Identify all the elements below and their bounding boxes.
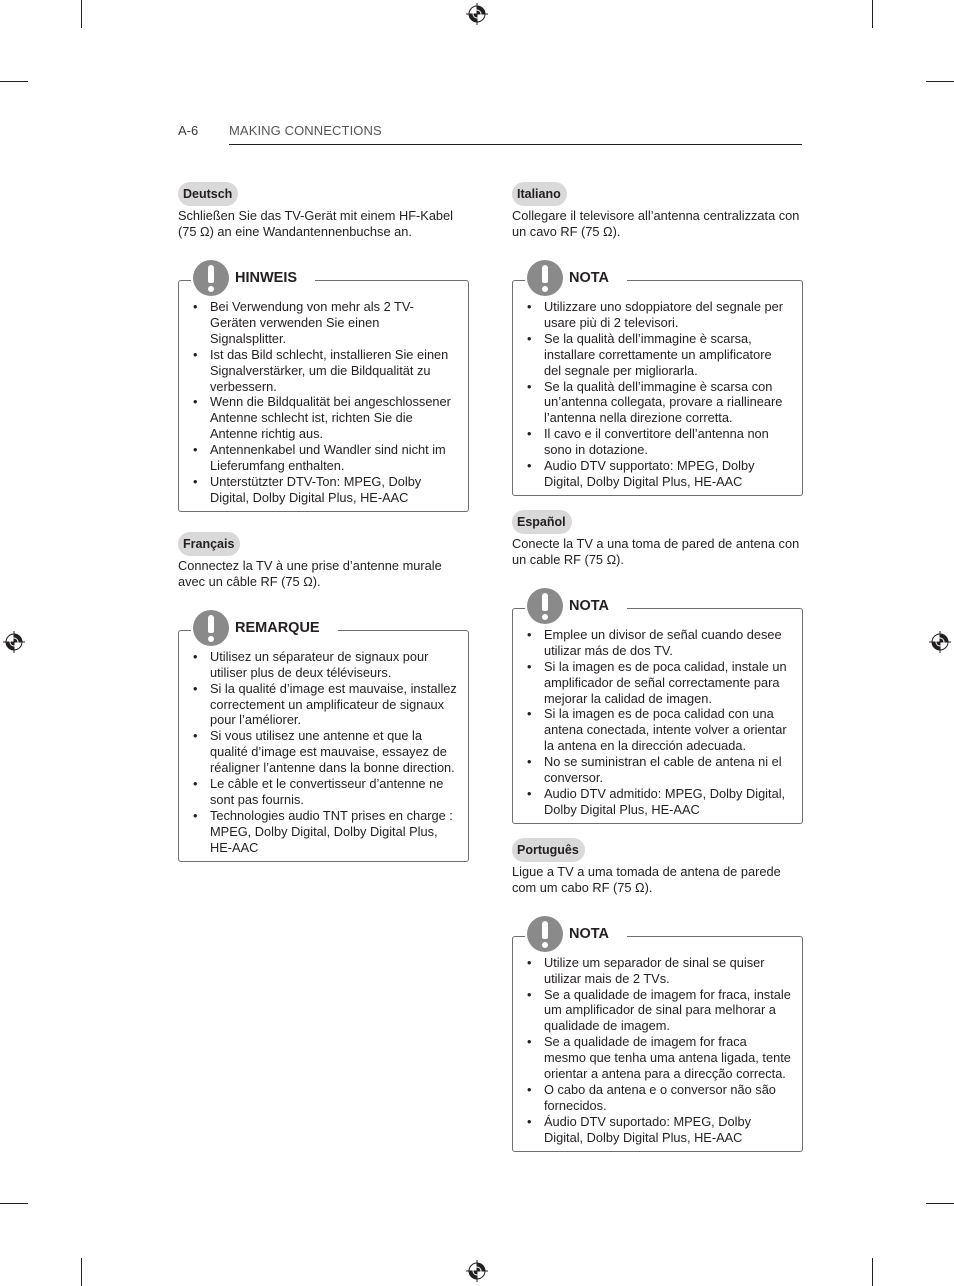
list-item: • Áudio DTV suportado: MPEG, Dolby Digital, Dolby Digital Plus, HE-AAC [527,1114,792,1146]
list-item: • Si vous utilisez une antenne et que la qualité d’image est mauvaise, essayez de réaligner l’antenne dans la bonne direction. [193,728,458,776]
list-item: • Emplee un divisor de señal cuando desee utilizar más de dos TV. [527,627,792,659]
list-item: • Le câble et le convertisseur d’antenne ne sont pas fournis. [193,776,458,808]
registration-mark-icon [466,3,488,25]
exclamation-icon [527,588,563,624]
note-box [178,270,469,512]
exclamation-icon [193,610,229,646]
language-badge: Italiano [512,182,567,206]
note-box [512,597,803,824]
list-item: • Se a qualidade de imagem for fraca mesmo que tenha uma antena ligada, tente orientar a antena para a direcção correcta. [527,1034,792,1082]
list-item: • Unterstützter DTV-Ton: MPEG, Dolby Digital, Dolby Digital Plus, HE-AAC [193,474,458,506]
crop-mark [926,1203,954,1204]
registration-mark-icon [3,631,25,653]
list-item: • Si la imagen es de poca calidad, instale un amplificador de señal correctamente para mejorar la calidad de imagen. [527,659,792,707]
note-header [525,588,627,624]
intro-text: Schließen Sie das TV-Gerät mit einem HF-Kabel (75 Ω) an eine Wandantennenbuchse an. [178,208,454,239]
crop-mark [0,1203,28,1204]
note-box [512,270,803,496]
right-column [512,182,803,1152]
list-item: • Se a qualidade de imagem for fraca, instale um amplificador de sinal para melhorar a qualidade de imagem. [527,987,792,1035]
language-badge: Deutsch [178,182,238,206]
section-title: MAKING CONNECTIONS [229,123,382,138]
intro-text: Ligue a TV a uma tomada de antena de parede com um cabo RF (75 Ω). [512,863,781,895]
note-header [525,260,627,296]
note-header [191,610,338,646]
crop-mark [81,0,82,28]
list-item: • Utilize um separador de sinal se quiser utilizar mais de 2 TVs. [527,955,792,987]
list-item: • Ist das Bild schlecht, installieren Sie einen Signalverstärker, um die Bildqualität zu verbessern. [193,347,458,395]
crop-mark [81,1258,82,1286]
list-item: • No se suministran el cable de antena ni el conversor. [527,754,792,786]
list-item: • Technologies audio TNT prises en charge : MPEG, Dolby Digital, Dolby Digital Plus, HE-AAC [193,808,458,856]
list-item: • Il cavo e il convertitore dell’antenna non sono in dotazione. [527,426,792,458]
note-header [191,260,315,296]
list-item: • Audio DTV admitido: MPEG, Dolby Digital, Dolby Digital Plus, HE-AAC [527,786,792,818]
exclamation-icon [527,260,563,296]
list-item: • Si la imagen es de poca calidad con una antena conectada, intente volver a orientar la antena en la dirección adecuada. [527,706,792,754]
note-list [527,955,792,1146]
section-deutsch [178,182,469,512]
note-title: NOTA [569,597,610,614]
intro-text: Collegare il televisore all’antenna centralizzata con un cavo RF (75 Ω). [512,208,800,239]
language-badge: Français [178,532,240,556]
crop-mark [872,1258,873,1286]
note-header [525,916,627,952]
note-box [178,619,469,862]
list-item: • O cabo da antena e o conversor não são fornecidos. [527,1082,792,1114]
list-item: • Wenn die Bildqualität bei angeschlossener Antenne schlecht ist, richten Sie die Antenne richtig aus. [193,394,458,442]
note-list [193,299,458,506]
intro-text: Connectez la TV à une prise d’antenne murale avec un câble RF (75 Ω). [178,557,442,589]
note-title: NOTA [569,925,610,942]
note-list [527,299,792,490]
note-list [527,627,792,818]
page-number: A-6 [178,123,199,138]
left-column [178,182,469,862]
crop-mark [0,81,28,82]
list-item: • Audio DTV supportato: MPEG, Dolby Digital, Dolby Digital Plus, HE-AAC [527,458,792,490]
section-portugues [512,838,803,1152]
exclamation-icon [193,260,229,296]
list-item: • Utilisez un séparateur de signaux pour utiliser plus de deux téléviseurs. [193,649,458,681]
note-box [512,925,803,1152]
section-italiano [512,182,803,496]
note-title: REMARQUE [235,619,320,636]
list-item: • Se la qualità dell’immagine è scarsa, installare correttamente un amplificatore del segnale per migliorarla. [527,331,792,379]
note-title: NOTA [569,270,610,286]
list-item: • Se la qualità dell’immagine è scarsa con un’antenna collegata, provare a riallineare l’antenna nella direzione corretta. [527,379,792,427]
note-title: HINWEIS [235,270,298,286]
list-item: • Si la qualité d’image est mauvaise, installez correctement un amplificateur de signaux pour l’améliorer. [193,681,458,729]
header-rule [229,144,802,145]
crop-mark [926,81,954,82]
list-item: • Utilizzare uno sdoppiatore del segnale per usare più di 2 televisori. [527,299,792,331]
language-badge: Español [512,510,572,534]
intro-text: Conecte la TV a una toma de pared de antena con un cable RF (75 Ω). [512,535,800,567]
exclamation-icon [527,916,563,952]
section-espanol [512,510,803,824]
language-badge: Português [512,838,585,862]
list-item: • Antennenkabel und Wandler sind nicht im Lieferumfang enthalten. [193,442,458,474]
note-list [193,649,458,856]
registration-mark-icon [466,1260,488,1282]
section-francais [178,532,469,862]
registration-mark-icon [929,631,951,653]
list-item: • Bei Verwendung von mehr als 2 TV-Geräten verwenden Sie einen Signalsplitter. [193,299,458,347]
crop-mark [872,0,873,28]
